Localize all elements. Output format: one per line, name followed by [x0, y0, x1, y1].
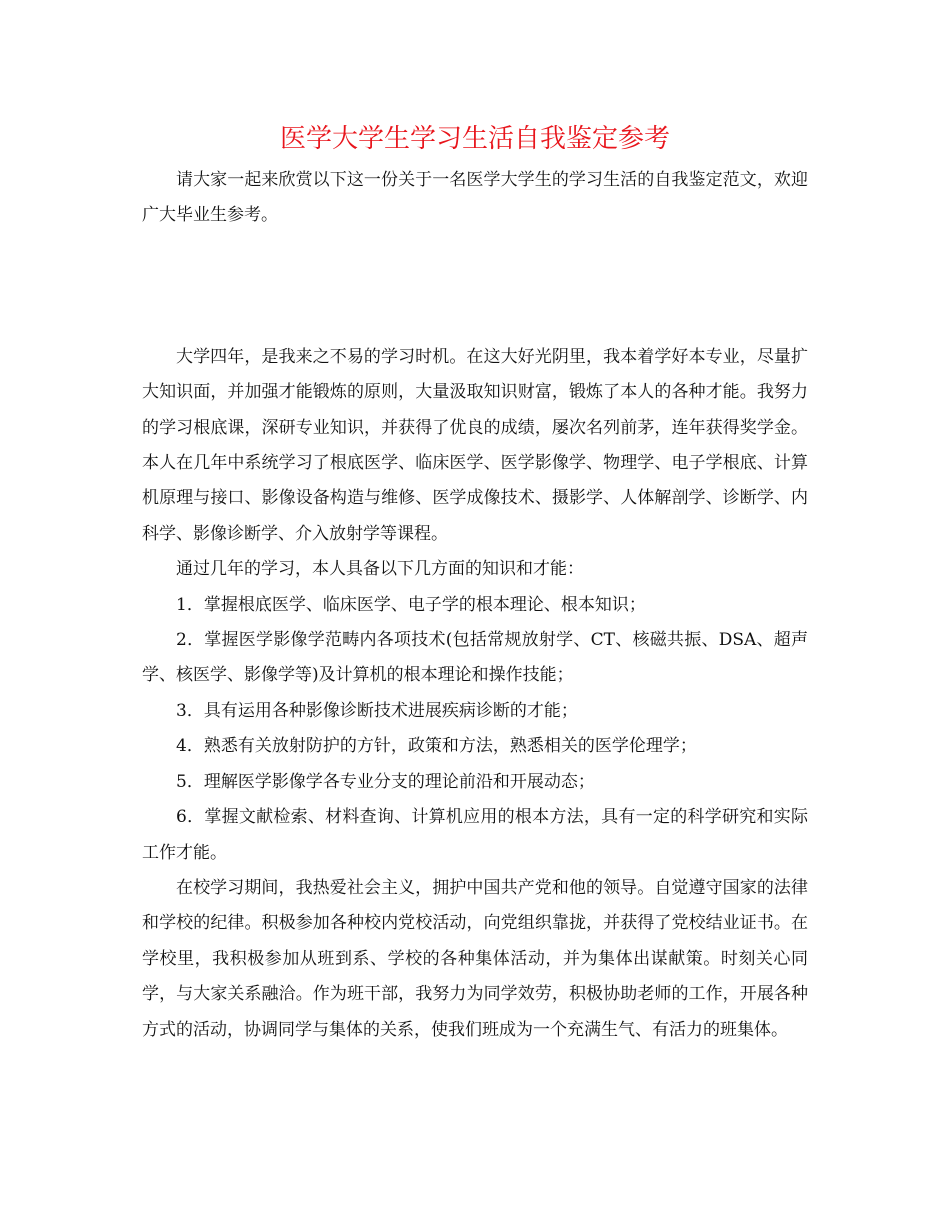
- list-item-4: 4．熟悉有关放射防护的方针，政策和方法，熟悉相关的医学伦理学；: [176, 736, 697, 757]
- list-item-3: 3．具有运用各种影像诊断技术进展疾病诊断的才能；: [176, 700, 578, 721]
- list-item-2: 2．掌握医学影像学范畴内各项技术(包括常规放射学、CT、核磁共振、DSA、超声学、核医学、影像学等)及计算机的根本理论和操作技能；: [142, 630, 808, 686]
- document-body: [142, 163, 808, 1048]
- list-item-6: 6．掌握文献检索、材料查询、计算机应用的根本方法，具有一定的科学研究和实际工作才能。: [142, 807, 808, 863]
- paragraph-campus-life: 在校学习期间，我热爱社会主义，拥护中国共产党和他的领导。自觉遵守国家的法律和学校的纪律。积极参加各种校内党校活动，向党组织靠拢，并获得了党校结业证书。在学校里，我积极参加从班到系、学校的各种集体活动，并为集体出谋献策。时刻关心同学，与大家关系融洽。作为班干部，我努力为同学效劳，积极协助老师的工作，开展各种方式的活动，协调同学与集体的关系，使我们班成为一个充满生气、有活力的班集体。: [142, 877, 808, 1040]
- paragraph-spacer: [142, 234, 808, 340]
- list-item-5: 5．理解医学影像学各专业分支的理论前沿和开展动态；: [176, 771, 595, 792]
- intro-paragraph: 请大家一起来欣赏以下这一份关于一名医学大学生的学习生活的自我鉴定范文，欢迎广大毕业生参考。: [142, 170, 808, 226]
- document-title: 医学大学生学习生活自我鉴定参考: [279, 124, 670, 154]
- list-item-1: 1．掌握根底医学、临床医学、电子学的根本理论、根本知识；: [176, 594, 646, 615]
- paragraph-study-overview: 大学四年，是我来之不易的学习时机。在这大好光阴里，我本着学好本专业，尽量扩大知识面，并加强才能锻炼的原则，大量汲取知识财富，锻炼了本人的各种才能。我努力的学习根底课，深研专业知识，并获得了优良的成绩，屡次名列前茅，连年获得奖学金。本人在几年中系统学习了根底医学、临床医学、医学影像学、物理学、电子学根底、计算机原理与接口、影像设备构造与维修、医学成像技术、摄影学、人体解剖学、诊断学、内科学、影像诊断学、介入放射学等课程。: [142, 346, 808, 544]
- paragraph-abilities-lead: 通过几年的学习，本人具备以下几方面的知识和才能：: [176, 559, 584, 580]
